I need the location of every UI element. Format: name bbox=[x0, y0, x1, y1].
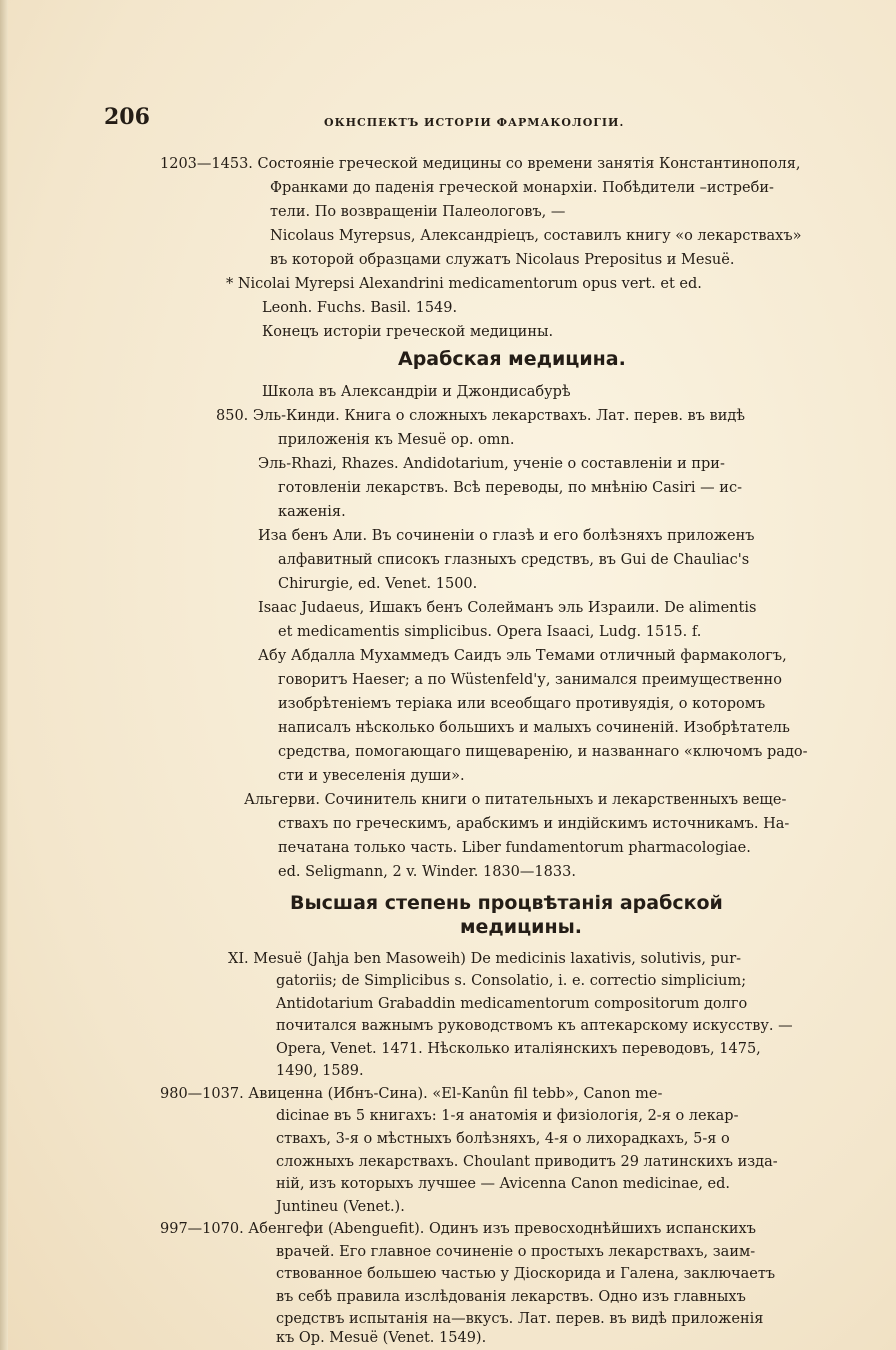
text-line: Chirurgie, ed. Venet. 1500. bbox=[278, 576, 478, 592]
text-line: ствованное большею частью у Діоскорида и Галена, заключаетъ bbox=[276, 1266, 776, 1283]
text-line: сти и увеселенія души». bbox=[278, 768, 465, 784]
text-line: dicinae въ 5 книгахъ: 1-я анатомія и физіологія, 2-я о лекар- bbox=[276, 1108, 739, 1125]
text-line: Leonh. Fuchs. Basil. 1549. bbox=[262, 300, 458, 316]
text-line: ній, изъ которыхъ лучшее — Avicenna Canon medicinae, ed. bbox=[276, 1176, 731, 1193]
text-line: къ Ор. Mesuë (Venet. 1549). bbox=[276, 1330, 487, 1346]
text-line: говоритъ Haeser; а по Wüstenfeld'у, занимался преимущественно bbox=[278, 672, 782, 688]
page-number: 206 bbox=[104, 104, 150, 130]
text-line: тели. По возвращеніи Палеологовъ, — bbox=[270, 204, 566, 220]
section-heading: Арабская медицина. bbox=[398, 348, 626, 370]
text-line: приложенія къ Mesuë op. omn. bbox=[278, 432, 515, 448]
text-line: gatoriis; de Simplicibus s. Consolatio, i. e. correctio simplicium; bbox=[276, 973, 747, 990]
text-line: Juntineu (Venet.). bbox=[276, 1198, 405, 1215]
text-line: средствъ испытанія на—вкусъ. Лат. перев. въ видѣ приложенія bbox=[276, 1311, 764, 1328]
text-line: 997—1070. Абенгефи (Abenguefit). Одинъ изъ превосходнѣйшихъ испанскихъ bbox=[160, 1221, 756, 1238]
text-line: Конецъ исторіи греческой медицины. bbox=[262, 324, 554, 340]
text-line: * Nicolai Myrepsi Alexandrini medicamentorum opus vert. et ed. bbox=[226, 276, 702, 292]
text-line: 850. Эль-Кинди. Книга о сложныхъ лекарствахъ. Лат. перев. въ видѣ bbox=[216, 408, 746, 424]
text-line: изобрѣтеніемъ теріака или всеобщаго противуядія, о которомъ bbox=[278, 696, 766, 712]
text-line: средства, помогающаго пищеваренію, и названнаго «ключомъ радо- bbox=[278, 744, 808, 760]
text-line: Альгерви. Сочинитель книги о питательныхъ и лекарственныхъ веще- bbox=[244, 792, 787, 808]
text-line: ствахъ по греческимъ, арабскимъ и индійскимъ источникамъ. На- bbox=[278, 816, 790, 832]
text-line: et medicamentis simplicibus. Opera Isaaci, Ludg. 1515. f. bbox=[278, 624, 702, 640]
text-line: въ которой образцами служатъ Nicolaus Prepositus и Mesuë. bbox=[270, 252, 735, 268]
text-line: Франками до паденія греческой монархіи. Побѣдители –истреби- bbox=[270, 180, 774, 196]
text-line: почитался важнымъ руководствомъ къ аптекарскому искусству. — bbox=[276, 1018, 793, 1035]
text-line: Opera, Venet. 1471. Нѣсколько италіянскихъ переводовъ, 1475, bbox=[276, 1040, 761, 1057]
text-line: 1490, 1589. bbox=[276, 1063, 364, 1080]
text-line: Эль-Rhazi, Rhazes. Andidotarium, ученіе о составленіи и при- bbox=[258, 456, 725, 472]
text-line: каженія. bbox=[278, 504, 346, 520]
text-line: 980—1037. Авиценна (Ибнъ-Сина). «El-Kanûn fil tebb», Canon me- bbox=[160, 1085, 663, 1102]
text-line: врачей. Его главное сочиненіе о простыхъ лекарствахъ, заим- bbox=[276, 1243, 756, 1260]
text-line: ed. Seligmann, 2 v. Winder. 1830—1833. bbox=[278, 864, 576, 880]
section-heading: Высшая степень процвѣтанія арабской bbox=[290, 892, 723, 914]
text-line: 1203—1453. Состояніе греческой медицины со времени занятія Константинополя, bbox=[160, 156, 801, 172]
text-line: сложныхъ лекарствахъ. Choulant приводитъ 29 латинскихъ изда- bbox=[276, 1153, 778, 1170]
running-title: ОКНСПЕКТЪ ИСТОРІИ ФАРМАКОЛОГІИ. bbox=[324, 116, 625, 129]
text-line: Иза бенъ Али. Въ сочиненіи о глазѣ и его болѣзняхъ приложенъ bbox=[258, 528, 755, 544]
text-line: ствахъ, 3-я о мѣстныхъ болѣзняхъ, 4-я о лихорадкахъ, 5-я о bbox=[276, 1131, 730, 1147]
text-line: готовленіи лекарствъ. Всѣ переводы, по мнѣнію Casiri — ис- bbox=[278, 480, 742, 496]
page-spine bbox=[0, 0, 8, 1350]
text-line: Nicolaus Myrepsus, Александріецъ, составилъ книгу «о лекарствахъ» bbox=[270, 228, 802, 244]
text-line: XI. Mesuë (Jahja ben Masoweih) De medicinis laxativis, solutivis, pur- bbox=[228, 950, 742, 967]
text-line: Абу Абдалла Мухаммедъ Саидъ эль Темами отличный фармакологъ, bbox=[258, 648, 787, 664]
text-line: Antidotarium Grabaddin medicamentorum compositorum долго bbox=[276, 995, 748, 1012]
text-line: алфавитный списокъ глазныхъ средствъ, въ Gui de Chauliac's bbox=[278, 552, 750, 568]
page-header bbox=[104, 104, 824, 134]
text-line: Школа въ Александріи и Джондисабурѣ bbox=[262, 384, 571, 400]
text-line: написалъ нѣсколько большихъ и малыхъ сочиненій. Изобрѣтатель bbox=[278, 720, 790, 736]
text-line: въ себѣ правила изслѣдованія лекарствъ. Одно изъ главныхъ bbox=[276, 1288, 746, 1305]
text-line: Isaac Judaeus, Ишакъ бенъ Солейманъ эль Израили. De alimentis bbox=[258, 600, 757, 616]
text-line: печатана только часть. Liber fundamentorum pharmacologiae. bbox=[278, 840, 751, 856]
section-heading: медицины. bbox=[460, 916, 582, 938]
